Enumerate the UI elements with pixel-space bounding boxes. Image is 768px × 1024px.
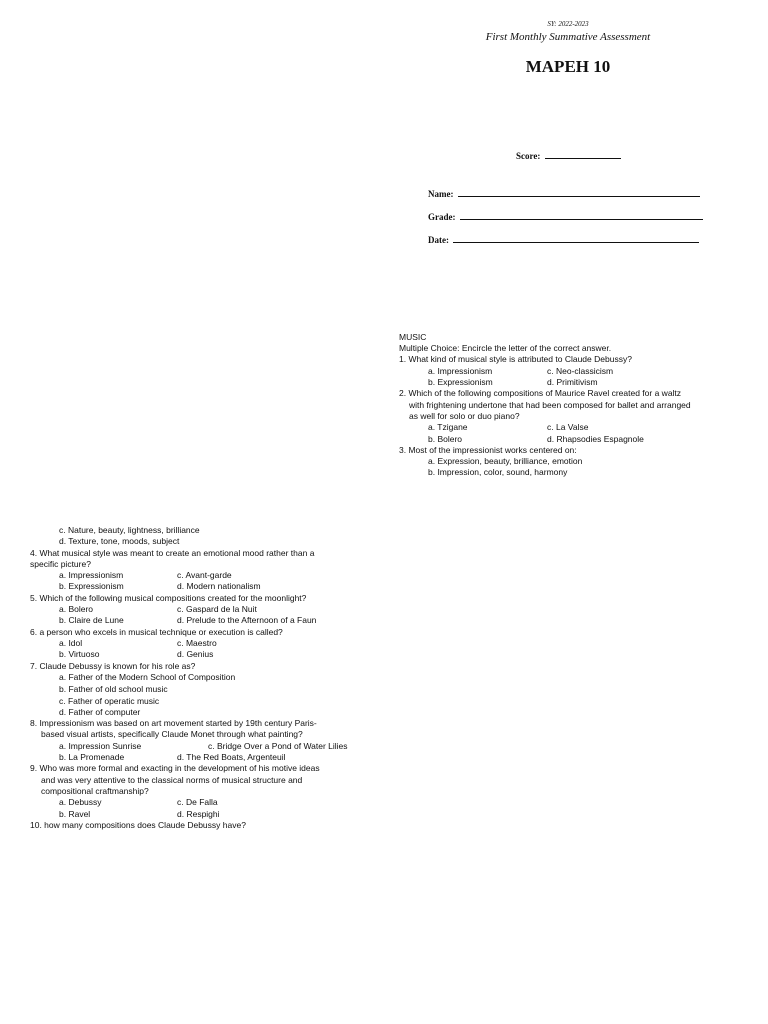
date-line [453, 234, 699, 243]
option[interactable]: a. Debussy [59, 797, 102, 807]
question-8-line: based visual artists, specifically Claude Monet through what painting? [41, 729, 303, 739]
option[interactable]: c. De Falla [177, 797, 218, 807]
option[interactable]: b. Virtuoso [59, 649, 100, 659]
question-3: 3. Most of the impressionist works centered on: [399, 445, 577, 455]
grade-line [460, 211, 703, 220]
assessment-title: First Monthly Summative Assessment [485, 31, 651, 43]
grade-field [428, 207, 703, 225]
option[interactable]: d. Primitivism [547, 377, 598, 387]
option[interactable]: d. Rhapsodies Espagnole [547, 434, 644, 444]
option[interactable]: a. Idol [59, 638, 83, 648]
option[interactable]: d. Prelude to the Afternoon of a Faun [177, 615, 317, 625]
option[interactable]: b. Claire de Lune [59, 615, 124, 625]
option[interactable]: b. Expressionism [59, 581, 124, 591]
question-9-line: compositional craftmanship? [41, 786, 149, 796]
option[interactable]: d. Texture, tone, moods, subject [59, 536, 180, 546]
question-6: 6. a person who excels in musical technique or execution is called? [30, 627, 283, 637]
question-4: 4. What musical style was meant to create an emotional mood rather than a [30, 548, 315, 558]
option[interactable]: b. Father of old school music [59, 684, 168, 694]
option[interactable]: b. Impression, color, sound, harmony [428, 467, 568, 477]
question-7: 7. Claude Debussy is known for his role as? [30, 661, 196, 671]
option[interactable]: b. La Promenade [59, 752, 125, 762]
grade-label: Grade: [428, 212, 456, 222]
option[interactable]: c. Nature, beauty, lightness, brilliance [59, 525, 200, 535]
question-10: 10. how many compositions does Claude Debussy have? [30, 820, 246, 830]
score-line [545, 150, 621, 159]
option[interactable]: d. The Red Boats, Argenteuil [177, 752, 286, 762]
option[interactable]: c. Neo-classicism [547, 366, 614, 376]
option[interactable]: a. Impression Sunrise [59, 741, 142, 751]
option[interactable]: c. Bridge Over a Pond of Water Lilies [208, 741, 348, 751]
school-year: SY: 2022-2023 [547, 20, 589, 28]
section-instruction: Multiple Choice: Encircle the letter of the correct answer. [399, 343, 612, 353]
section-heading: MUSIC [399, 332, 427, 342]
option[interactable]: a. Father of the Modern School of Composition [59, 672, 236, 682]
question-9-line: and was very attentive to the classical norms of musical structure and [41, 775, 303, 785]
question-5: 5. Which of the following musical compositions created for the moonlight? [30, 593, 307, 603]
option[interactable]: d. Modern nationalism [177, 581, 261, 591]
option[interactable]: c. Father of operatic music [59, 696, 160, 706]
option[interactable]: c. La Valse [547, 422, 589, 432]
option[interactable]: a. Impressionism [428, 366, 493, 376]
option[interactable]: b. Ravel [59, 809, 91, 819]
option[interactable]: d. Respighi [177, 809, 220, 819]
option[interactable]: a. Expression, beauty, brilliance, emotion [428, 456, 583, 466]
question-2: 2. Which of the following compositions of Maurice Ravel created for a waltz [399, 388, 682, 398]
option[interactable]: d. Father of computer [59, 707, 141, 717]
option[interactable]: c. Avant-garde [177, 570, 232, 580]
option[interactable]: a. Impressionism [59, 570, 124, 580]
option[interactable]: c. Gaspard de la Nuit [177, 604, 257, 614]
date-label: Date: [428, 235, 449, 245]
question-9: 9. Who was more formal and exacting in the development of his motive ideas [30, 763, 320, 773]
question-2-line: as well for solo or duo piano? [409, 411, 520, 421]
name-label: Name: [428, 189, 454, 199]
subject-title: MAPEH 10 [525, 57, 611, 76]
option[interactable]: b. Expressionism [428, 377, 493, 387]
option[interactable]: a. Bolero [59, 604, 94, 614]
question-4-line: specific picture? [30, 559, 91, 569]
score-label: Score: [516, 151, 541, 161]
name-field [428, 184, 700, 202]
date-field [428, 230, 699, 248]
question-1: 1. What kind of musical style is attributed to Claude Debussy? [399, 354, 632, 364]
question-2-line: with frightening undertone that had been composed for ballet and arranged [409, 400, 691, 410]
option[interactable]: b. Bolero [428, 434, 463, 444]
option[interactable]: a. Tzigane [428, 422, 468, 432]
score-field [516, 146, 621, 164]
name-line [458, 188, 700, 197]
question-8: 8. Impressionism was based on art movement started by 19th century Paris- [30, 718, 317, 728]
option[interactable]: c. Maestro [177, 638, 217, 648]
option[interactable]: d. Genius [177, 649, 214, 659]
